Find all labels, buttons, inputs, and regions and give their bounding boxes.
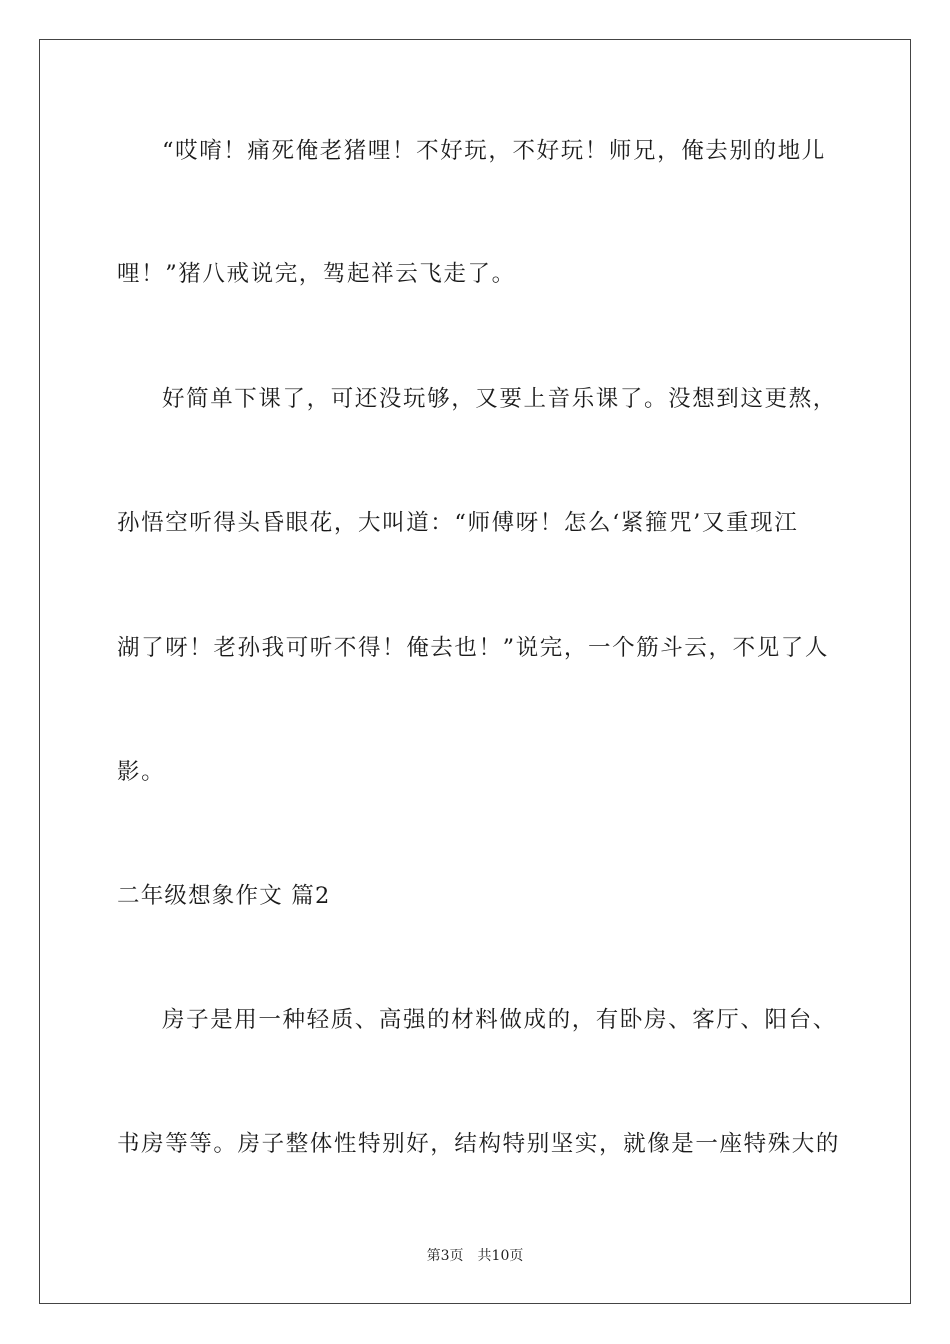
- paragraph-line: 影。: [117, 759, 166, 785]
- page-border: [39, 39, 911, 1304]
- paragraph-line: “哎唷！痛死俺老猪哩！不好玩，不好玩！师兄，俺去别的地儿: [162, 138, 826, 164]
- paragraph-line: 书房等等。房子整体性特别好，结构特别坚实，就像是一座特殊大的: [117, 1131, 841, 1157]
- paragraph-line: 湖了呀！老孙我可听不得！俺去也！”说完，一个筋斗云，不见了人: [117, 635, 830, 661]
- page-number-footer: 第3页 共10页: [426, 1248, 524, 1264]
- paragraph-line: 好简单下课了，可还没玩够，又要上音乐课了。没想到这更熬，: [162, 386, 837, 412]
- paragraph-line: 房子是用一种轻质、高强的材料做成的，有卧房、客厅、阳台、: [162, 1007, 837, 1033]
- section-heading: 二年级想象作文 篇2: [117, 883, 331, 909]
- paragraph-line: 孙悟空听得头昏眼花，大叫道：“师傅呀！怎么‘紧箍咒’又重现江: [117, 510, 799, 536]
- paragraph-line: 哩！”猪八戒说完，驾起祥云飞走了。: [117, 261, 516, 287]
